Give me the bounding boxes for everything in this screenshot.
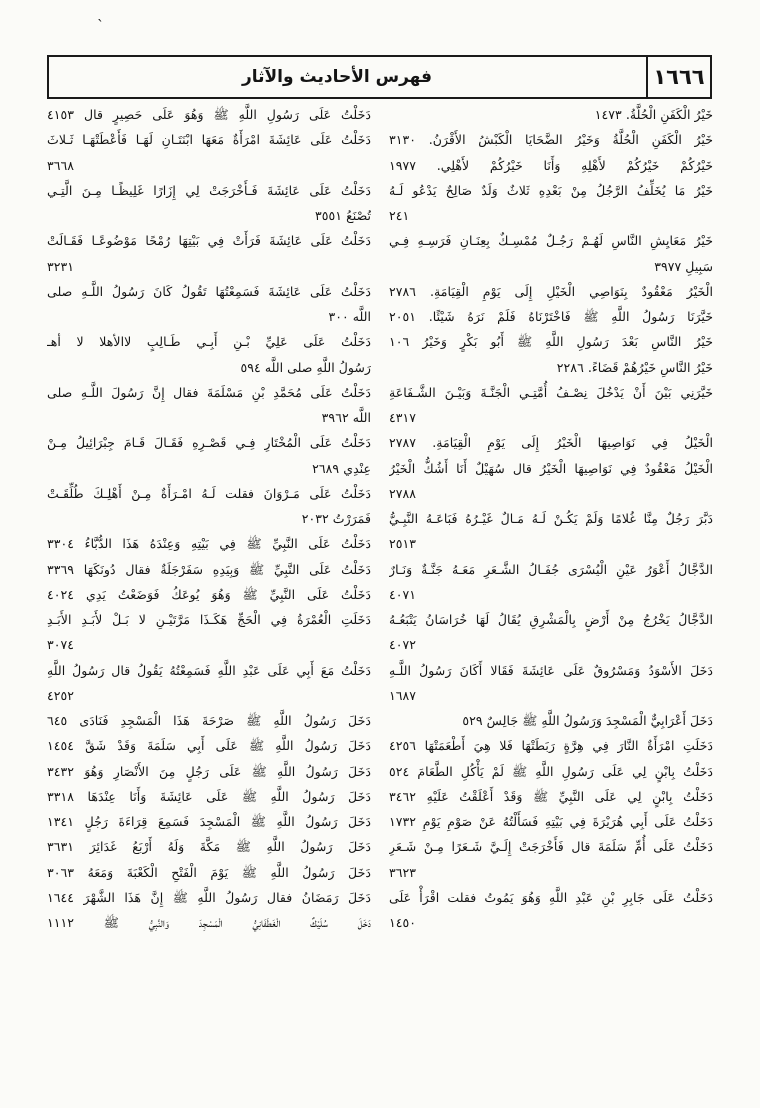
hadith-entry [389, 329, 713, 354]
hadith-entry [47, 860, 371, 885]
left-column [47, 102, 371, 935]
page-number: ١٦٦٦ [646, 57, 710, 97]
hadith-entry [47, 885, 371, 910]
entry-continuation: ٢٤١ [389, 208, 410, 223]
entry-text: دَخَلْتُ عَلَى عَائِشَةَ امْرَأَةٌ مَعَهَا ابْنَتَـانِ لَهَـا فَأَعْطَتْهَـا ثَـلاثَ [47, 132, 371, 148]
hadith-entry [47, 582, 371, 607]
hadith-entry [47, 708, 371, 733]
page-title: فهرس الأحاديث والآثار [241, 67, 432, 87]
entry-text: دَخَلْتُ بِابْنٍ لِي عَلَى النَّبِيِّ ﷺ وَقَدْ أَعْلَقْتُ عَلَيْهِ ٣٤٦٢ [389, 788, 713, 804]
entry-continuation: ٣٦٦٨ [47, 157, 75, 173]
entry-continuation: اللَّه ٣٩٦٢ [321, 410, 371, 425]
entry-text: خَيْرُ النَّاسِ خَيْرُهُمْ قَضَاءً. ٢٢٨٦ [556, 359, 713, 375]
entry-text: الْخَيْلُ مَعْقُودٌ فِي نَوَاصِيهَا الْخَيْرُ قال سُهَيْلٌ أَنَا أَشُكُّ الْخَيْرُ [389, 460, 713, 476]
hadith-entry [47, 329, 371, 380]
entry-continuation: عِنْدِي ٢٦٨٩ [312, 460, 371, 476]
entry-text: خَيَّرَنَا رَسُولُ اللَّهِ ﷺ فَاخْتَرْنَاهُ فَلَمْ نَرَهُ شَيْئًا. ٢٠٥١ [389, 309, 713, 324]
entry-text: دَخَلْتُ عَلَى أُمِّ سَلَمَةَ قال فَأَخْرَجَتْ إِلَـيَّ شَـعَرًا مِـنْ شَـعَرِ [389, 839, 713, 855]
hadith-entry [389, 127, 713, 152]
entry-continuation: فَمَرَرْتُ ٢٠٣٢ [301, 511, 371, 526]
entry-text: خَيْرُ مَعَايِشِ النَّاسِ لَهُـمْ رَجُـلٌ مُمْسِـكٌ بِعِنَـانِ فَرَسِـهِ فِـي [389, 233, 713, 249]
entry-text: دَخَلْتُ عَلَى النَّبِيِّ ﷺ وَبِيَدِهِ سَفَرْجَلَةٌ فقال دُونَكَهَا ٣٣٦٩ [47, 561, 371, 577]
hadith-entry [389, 885, 713, 936]
hadith-entry [47, 430, 371, 481]
hadith-entry [47, 557, 371, 582]
hadith-entry [389, 759, 713, 784]
entry-text: خَيْرُكُمْ خَيْرُكُمْ لأَهْلِهِ وَأَنَا خَيْرُكُمْ لأَهْلِي. ١٩٧٧ [389, 157, 713, 173]
hadith-entry [47, 809, 371, 834]
entry-continuation: ١٦٨٧ [389, 687, 417, 703]
entry-text: دَخَلْتُ عَلَى مُحَمَّدِ بْنِ مَسْلَمَةَ فقال إِنَّ رَسُولَ اللَّـهِ صلى [47, 384, 371, 400]
hadith-entry [389, 506, 713, 557]
entry-text: دَخَلْتُ عَلَى النَّبِيِّ ﷺ فِي بَيْتِهِ وَعِنْدَهُ هَذَا الدُّبَّاءُ ٣٣٠٤ [47, 536, 371, 552]
page-header [47, 55, 712, 99]
hadith-entry [389, 708, 713, 733]
entry-text: دَخَلَتِ الْعُمْرَةُ فِي الْحَجِّ هَكَـذَا مَرَّتَيْـنِ لا بَـلْ لأَبَـدِ الأَبَـدِ [47, 612, 371, 627]
hadith-entry [47, 481, 371, 532]
hadith-entry [47, 531, 371, 556]
hadith-entry [389, 658, 713, 709]
entry-continuation: ٤٠٧٢ [389, 637, 417, 653]
entry-text: دَخَلْتُ مَعَ أَبِي عَلَى عَبْدِ اللَّهِ فَسَمِعْتُهُ يَقُولُ قال رَسُولُ اللَّهِ [47, 662, 371, 678]
entry-text: دَخَلَ رَسُولُ اللَّهِ ﷺ عَلَى أَبِي سَلَمَةَ وَقَدْ شَقَّ ١٤٥٤ [47, 738, 371, 754]
hadith-entry [389, 784, 713, 809]
entry-text: دَخَلَ أَعْرَابِيٌّ الْمَسْجِدَ وَرَسُولُ اللَّهِ ﷺ جَالِسٌ ٥٢٩ [462, 713, 713, 728]
hadith-entry [47, 733, 371, 758]
entry-text: الدَّجَّالُ أَعْوَرُ عَيْنِ الْيُسْرَى جُفَـالُ الشَّـعَرِ مَعَـهُ جَنَّـةٌ وَنَـارٌ [389, 561, 713, 577]
entry-text: دَخَلَتِ امْرَأَةٌ النَّارَ فِي هِرَّةٍ رَبَطَتْهَا فَلا هِيَ أَطْعَمَتْهَا ٤٢٥٦ [389, 738, 713, 754]
entry-text: دَخَلْتُ بِابْنٍ لِي عَلَى رَسُولِ اللَّهِ ﷺ لَمْ يَأْكُلِ الطَّعَامَ ٥٢٤ [389, 763, 713, 779]
entry-continuation: ٢٧٨٨ [389, 485, 417, 501]
hadith-entry [47, 127, 371, 178]
top-mark: ˎ [97, 6, 104, 22]
entry-continuation: ٢٥١٣ [389, 536, 417, 552]
entry-text: دَخَلْتُ عَلَى عَلِيِّ بْـنِ أَبِـي طَـالِبٍ لاالأهلا لا أهـ [47, 334, 371, 350]
entry-continuation: اللَّه ٣٠٠ [328, 309, 371, 324]
entry-text: دَخَلَ رَسُولُ اللَّهِ ﷺ الْمَسْجِدَ فَسَمِعَ قِرَاءَةَ رَجُلٍ ١٣٤١ [47, 814, 371, 829]
hadith-entry [47, 380, 371, 431]
hadith-entry [389, 304, 713, 329]
entry-continuation: ٤٢٥٢ [47, 687, 75, 703]
entry-text: خَيْرُ الْكَفَنِ الْحُلَّةُ وَخَيْرُ الضَّحَايَا الْكَبْشُ الأَقْرَنُ. ٣١٣٠ [389, 132, 713, 148]
hadith-entry [389, 279, 713, 304]
right-column [389, 102, 713, 935]
hadith-entry [389, 834, 713, 885]
entry-text: دَخَلْتُ عَلَى رَسُولِ اللَّهِ ﷺ وَهُوَ عَلَى حَصِيرٍ قال ٤١٥٣ [47, 107, 371, 122]
entry-continuation: ٣٠٧٤ [47, 637, 75, 653]
entry-continuation: تُصْنَعُ ٣٥٥١ [315, 208, 371, 223]
entry-text: دَخَلَ رَسُولُ اللَّهِ ﷺ يَوْمَ الْفَتْحِ الْكَعْبَةَ وَمَعَهُ ٣٠٦٣ [47, 864, 371, 880]
hadith-entry [47, 228, 371, 279]
entry-text: دَبَّرَ رَجُلٌ مِنَّا غُلامًا وَلَمْ يَكُـنْ لَـهُ مَـالٌ غَيْـرُهُ فَبَاعَـهُ النَّبِـيُّ [389, 511, 713, 526]
entry-text: الدَّجَّالُ يَخْرُجُ مِنْ أَرْضٍ بِالْمَشْرِقِ يُقَالُ لَهَا خُرَاسَانُ يَتْبَعُـهُ [389, 612, 713, 627]
entry-text: خَيْرُ الْكَفَنِ الْحُلَّةُ. ١٤٧٣ [594, 107, 713, 122]
hadith-entry [47, 910, 371, 935]
hadith-entry [47, 834, 371, 859]
entry-text: دَخَلَ رَسُولُ اللَّهِ ﷺ عَلَى رَجُلٍ مِنَ الأَنْصَارِ وَهُوَ ٣٤٣٢ [47, 763, 371, 779]
hadith-entry [389, 607, 713, 658]
entry-text: دَخَلَ رَسُولُ اللَّهِ ﷺ صَرْحَةَ هَذَا الْمَسْجِدِ فَنَادَى ٦٤٥ [47, 713, 371, 728]
hadith-entry [47, 759, 371, 784]
entry-text: دَخَلْتُ عَلَى عَائِشَةَ فَسَمِعْتُهَا تَقُولُ كَانَ رَسُولُ اللَّـهِ صلى [47, 283, 371, 299]
hadith-entry [389, 456, 713, 507]
entry-text: دَخَلَ الأَسْوَدُ وَمَسْرُوقٌ عَلَى عَائِشَةَ فَقَالا أَكَانَ رَسُولُ اللَّـهِ [389, 662, 713, 678]
hadith-entry [389, 102, 713, 127]
hadith-entry [47, 178, 371, 229]
hadith-entry [389, 380, 713, 431]
hadith-entry [47, 658, 371, 709]
hadith-entry [389, 557, 713, 608]
entry-text: دَخَلْتُ عَلَى عَائِشَةَ فَرَأَتْ فِي بَيْتِهَا رُمْحًا مَوْضُوعًـا فَقَـالَتْ [47, 233, 371, 249]
entry-text: دَخَلْتُ عَلَى جَابِرِ بْنِ عَبْدِ اللَّهِ وَهُوَ يَمُوتُ فقلت اقْرَأْ عَلَى [389, 889, 713, 905]
hadith-entry [389, 228, 713, 279]
hadith-entry [47, 279, 371, 330]
entry-continuation: ٣٦٢٣ [389, 864, 417, 880]
entry-continuation: ٤٣١٧ [389, 410, 417, 425]
entry-text: خَيَّرَنِي بَيْنَ أَنْ يَدْخُلَ نِصْـفُ أُمَّتِـي الْجَنَّـةَ وَبَيْـنَ الشَّـفَاعَةِ [389, 384, 713, 400]
entry-text: دَخَلْتُ عَلَى النَّبِيِّ ﷺ وَهُوَ يُوعَكُ فَوَضَعْتُ يَدِي ٤٠٢٤ [47, 586, 371, 602]
entry-text: دَخَلْتُ عَلَى مَـرْوَانَ فقلت لَـهُ امْـرَأَةٌ مِـنْ أَهْلِـكَ طُلِّقَـتْ [47, 485, 371, 501]
entry-text: دَخَلَ رَسُولُ اللَّهِ ﷺ مَكَّةَ وَلَهُ أَرْبَعُ غَدَائِرَ ٣٦٣١ [47, 839, 371, 855]
hadith-entry [47, 102, 371, 127]
hadith-entry [389, 809, 713, 834]
entry-text: دَخَلَ رَسُولُ اللَّهِ ﷺ عَلَى عَائِشَةَ وَأَنَا عِنْدَهَا ٣٣١٨ [47, 788, 371, 804]
entry-text: دَخَلْتُ عَلَى عَائِشَةَ فَـأَخْرَجَتْ لِي إِزَارًا غَلِيظًـا مِـنَ الَّتِـي [47, 182, 371, 198]
hadith-entry [389, 153, 713, 178]
entry-text: الْخَيْلُ فِي نَوَاصِيهَا الْخَيْرُ إِلَى يَوْمِ الْقِيَامَةِ. ٢٧٨٧ [389, 435, 713, 451]
hadith-entry [389, 178, 713, 229]
entry-text: خَيْرُ النَّاسِ بَعْدَ رَسُولِ اللَّهِ ﷺ أَبُو بَكْرٍ وَخَيْرُ ١٠٦ [389, 334, 713, 350]
hadith-entry [47, 607, 371, 658]
entry-text: دَخَلْتُ عَلَى الْمُخْتَارِ فِـي قَصْـرِهِ فَقَـالَ قَـامَ جِبْرَائِيلُ مِـنْ [47, 435, 371, 451]
entry-text: دَخَلْتُ عَلَى أَبِي هُرَيْرَةَ فِي بَيْتِهِ فَسَأَلْتُهُ عَنْ صَوْمِ يَوْمِ ١٧٣٢ [389, 814, 713, 829]
entry-continuation: سَبِيلِ ٣٩٧٧ [654, 258, 713, 274]
entry-continuation: رَسُولُ اللَّهِ صلى اللَّه ٥٩٤ [240, 359, 371, 375]
hadith-entry [389, 355, 713, 380]
entry-text: دَخَلَ سُلَيْكٌ الْغَطَفَانِيُّ الْمَسْجِدَ وَالنَّبِيُّ ﷺ ١١١٢ [47, 915, 371, 930]
entry-text: الْخَيْرُ مَعْقُودٌ بِنَوَاصِي الْخَيْلِ إِلَى يَوْمِ الْقِيَامَةِ. ٢٧٨٦ [389, 283, 713, 299]
hadith-entry [47, 784, 371, 809]
entry-text: خَيْرُ مَا يُخَلِّفُ الرَّجُلُ مِنْ بَعْدِهِ ثَلاثٌ وَلَدٌ صَالِحٌ يَدْعُو لَـهُ [389, 182, 713, 198]
entry-text: دَخَلَ رَمَضَانُ فقال رَسُولُ اللَّهِ ﷺ إِنَّ هَذَا الشَّهْرَ ١٦٤٤ [47, 889, 371, 905]
hadith-entry [389, 430, 713, 455]
entry-continuation: ٤٠٧١ [389, 586, 417, 602]
entry-continuation: ٣٢٣١ [47, 258, 75, 274]
hadith-entry [389, 733, 713, 758]
entry-continuation: ١٤٥٠ [389, 915, 417, 930]
